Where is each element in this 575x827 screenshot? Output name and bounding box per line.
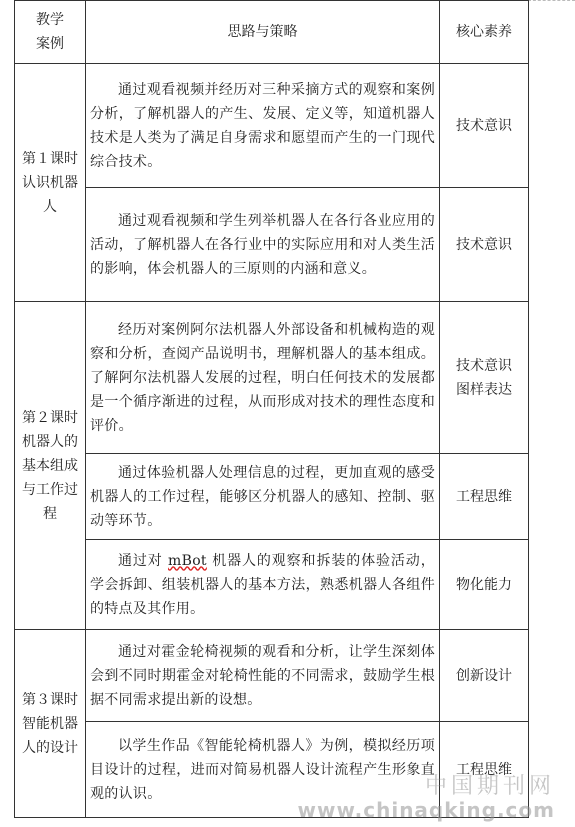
core-literacy-cell: 物化能力	[440, 540, 529, 630]
lesson-2-label: 第２课时机器人的基本组成与工作过程	[15, 302, 86, 630]
teaching-case-table	[14, 0, 529, 818]
header-strategy: 思路与策略	[86, 1, 440, 64]
watermark-url: www.chinaqking.com	[297, 798, 555, 822]
watermark-cn: 中国期刊网	[424, 774, 555, 799]
header-teaching-case: 教学 案例	[15, 1, 86, 64]
header-core-literacy: 核心素养	[440, 1, 529, 64]
strategy-cell: 经历对案例阿尔法机器人外部设备和机械构造的观察和分析，查阅产品说明书，理解机器人的基本组成。了解阿尔法机器人发展的过程，明白任何技术的发展都是一个循序渐进的过程，从而形成对技术的理性态度和评价。	[86, 302, 440, 454]
strategy-text-pre: 通过对	[118, 552, 169, 569]
top-dashed-line	[528, 0, 575, 1]
table-row	[15, 540, 529, 630]
strategy-cell	[86, 540, 440, 630]
table-row	[15, 722, 529, 818]
lesson-3-label: 第３课时智能机器人的设计	[15, 630, 86, 818]
core-literacy-cell: 技术意识	[440, 188, 529, 302]
core-literacy-cell: 创新设计	[440, 630, 529, 722]
strategy-cell: 通过对霍金轮椅视频的观看和分析，让学生深刻体会到不同时期霍金对轮椅性能的不同需求，鼓励学生根据不同需求提出新的设想。	[86, 630, 440, 722]
core-literacy-cell: 技术意识	[440, 64, 529, 188]
strategy-text-post: 机器人的观察和拆装的体验活动，学会拆卸、组装机器人的基本方法，熟悉机器人各组件的特点及其作用。	[90, 552, 436, 617]
strategy-cell: 通过观看视频和学生列举机器人在各行各业应用的活动，了解机器人在各行业中的实际应用和对人类生活的影响，体会机器人的三原则的内涵和意义。	[86, 188, 440, 302]
lesson-1-label: 第１课时认识机器人	[15, 64, 86, 302]
strategy-cell: 通过体验机器人处理信息的过程，更加直观的感受机器人的工作过程，能够区分机器人的感知、控制、驱动等环节。	[86, 454, 440, 540]
core-literacy-cell: 工程思维	[440, 454, 529, 540]
table-row	[15, 188, 529, 302]
mbot-term: mBot	[168, 552, 207, 569]
core-literacy-cell: 工程思维	[440, 722, 529, 818]
table-row	[15, 630, 529, 722]
table-header-row	[15, 1, 529, 64]
table-row	[15, 302, 529, 454]
strategy-cell: 以学生作品《智能轮椅机器人》为例，模拟经历项目设计的过程，进而对简易机器人设计流程产生形象直观的认识。	[86, 722, 440, 818]
table-row	[15, 454, 529, 540]
strategy-cell: 通过观看视频并经历对三种采摘方式的观察和案例分析，了解机器人的产生、发展、定义等，知道机器人技术是人类为了满足自身需求和愿望而产生的一门现代综合技术。	[86, 64, 440, 188]
core-literacy-cell: 技术意识 图样表达	[440, 302, 529, 454]
table-row	[15, 64, 529, 188]
